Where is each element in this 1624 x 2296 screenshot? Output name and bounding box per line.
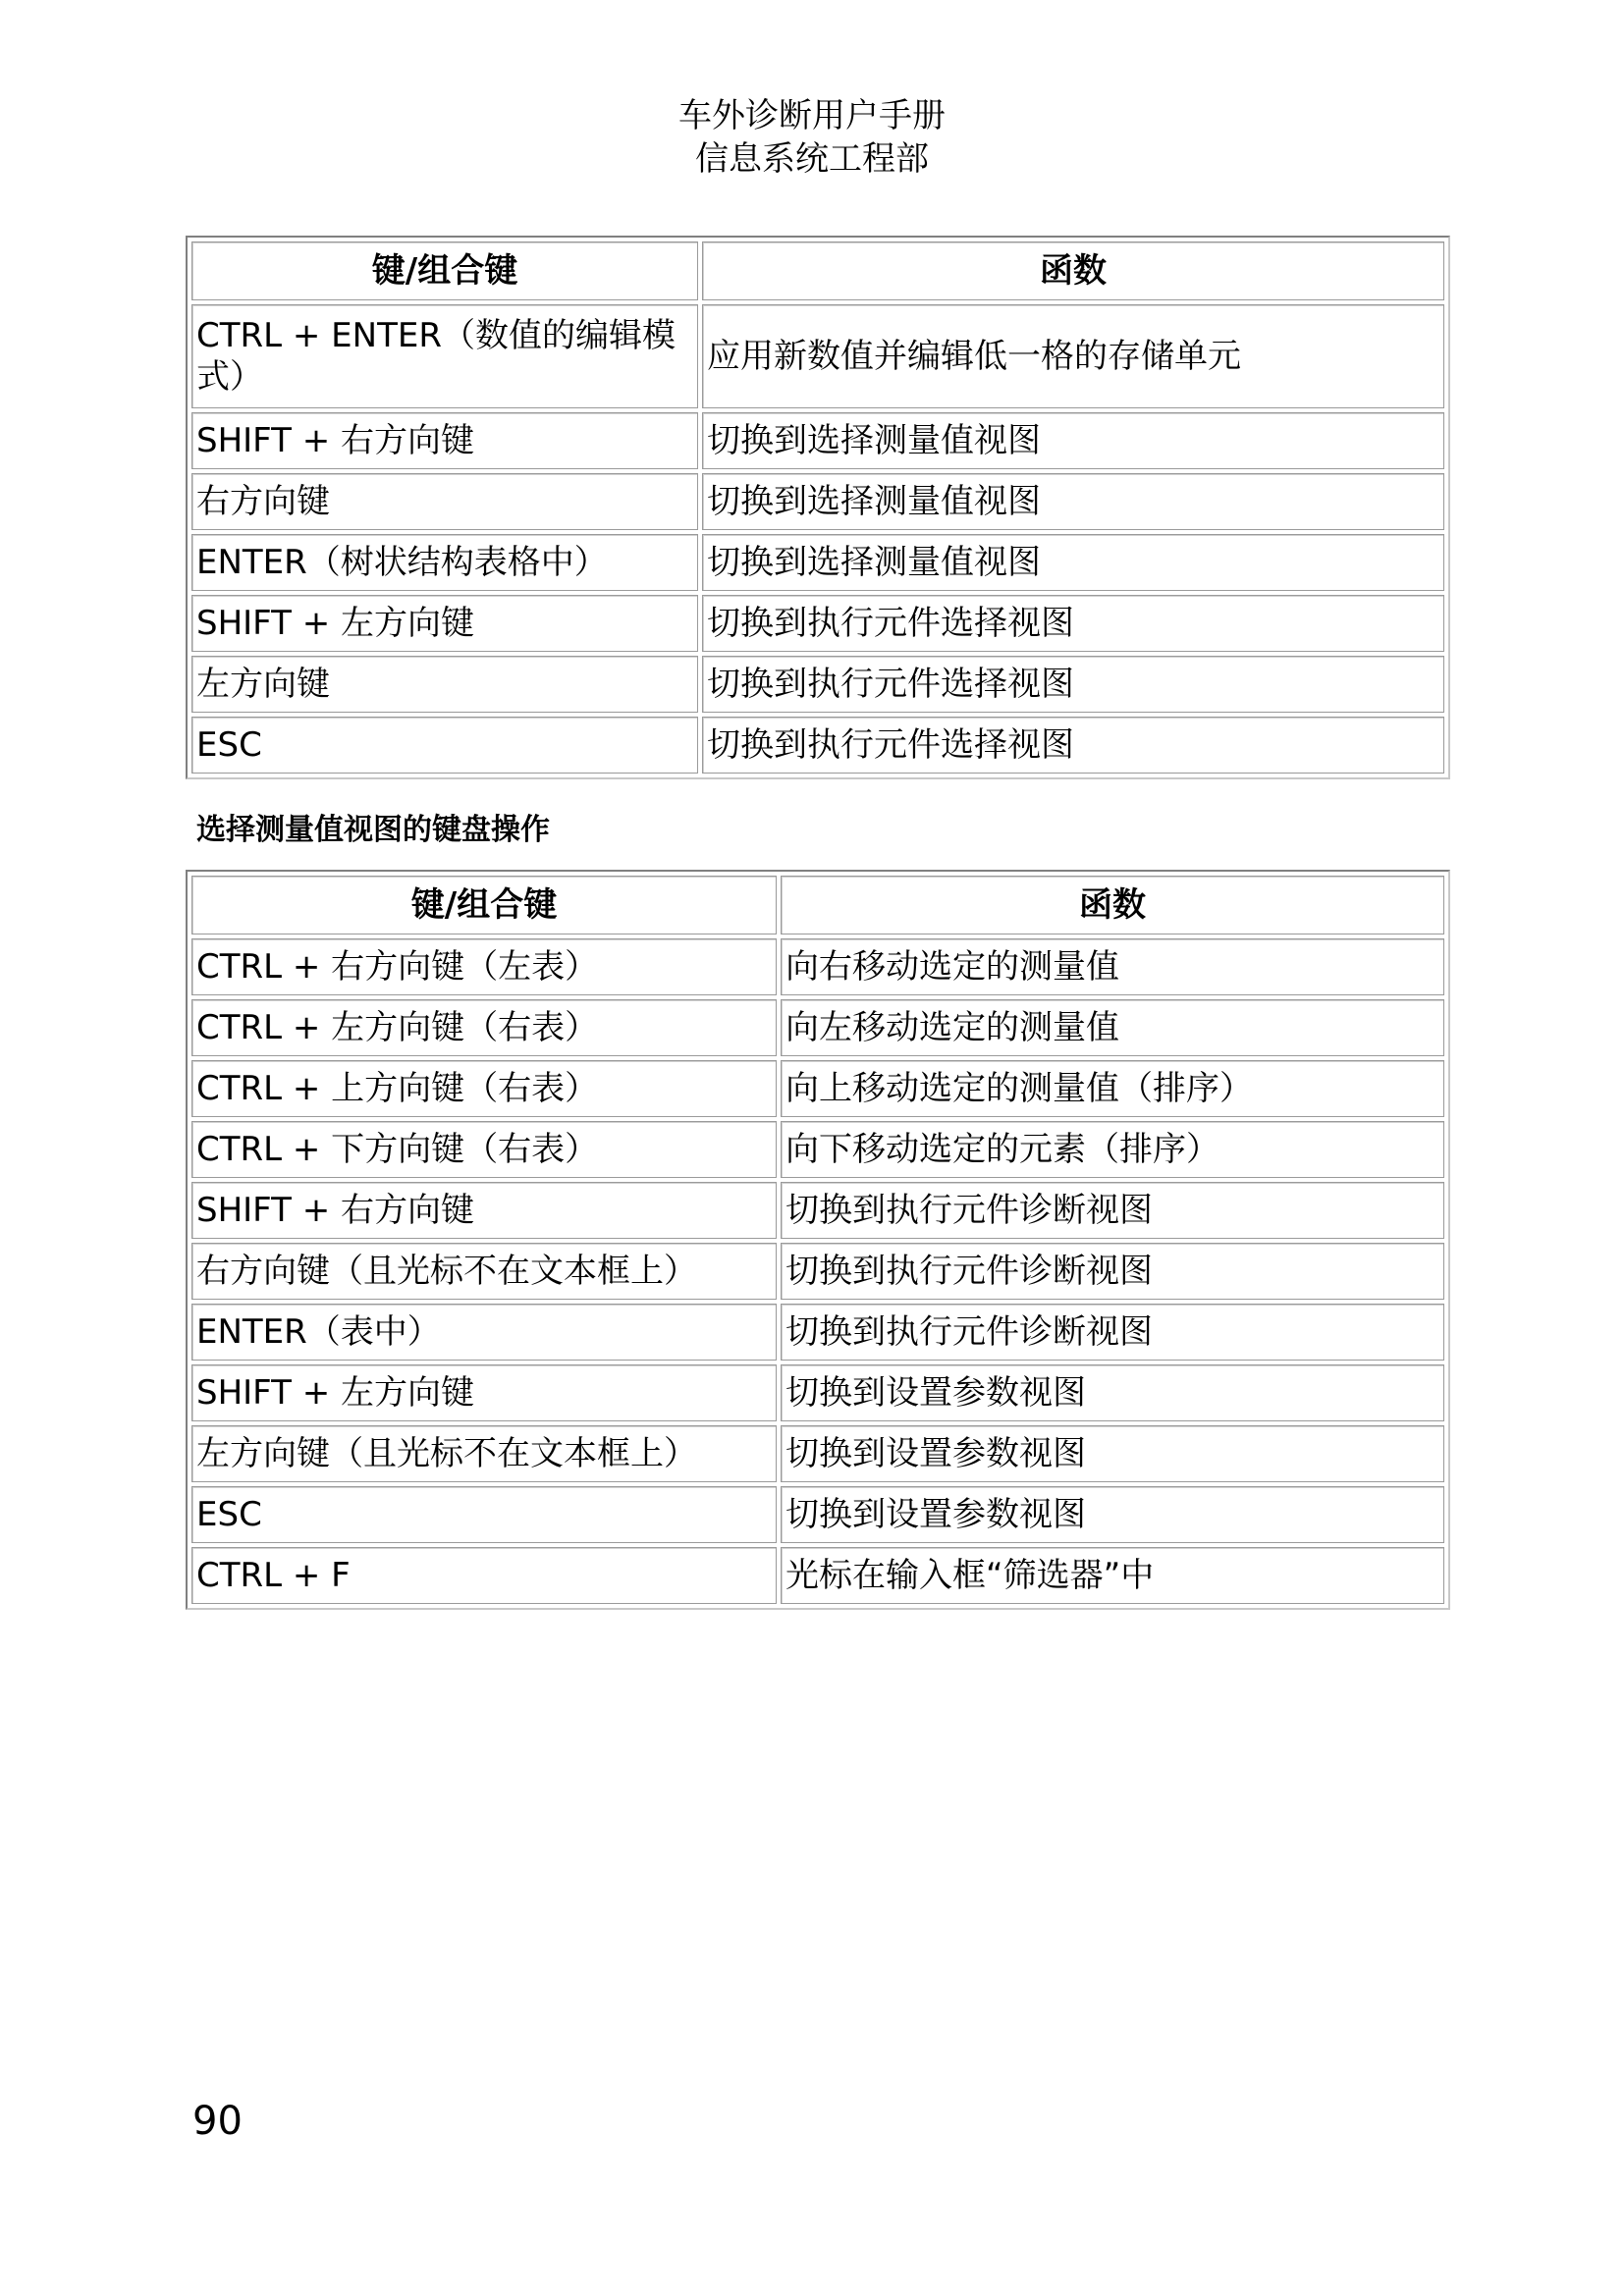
key-cell: CTRL + ENTER（数值的编辑模式） [191,304,698,408]
key-cell: CTRL + 左方向键（右表） [191,999,777,1056]
function-cell: 向左移动选定的测量值 [781,999,1444,1056]
function-cell: 光标在输入框“筛选器”中 [781,1547,1444,1604]
table-row [191,1425,1444,1482]
key-cell: SHIFT + 右方向键 [191,412,698,469]
table-row [191,1547,1444,1604]
key-cell: SHIFT + 左方向键 [191,595,698,652]
table-row [191,717,1444,774]
function-cell: 切换到设置参数视图 [781,1425,1444,1482]
column-header-function: 函数 [781,876,1444,934]
table-header-row [191,876,1444,934]
table-row [191,1364,1444,1421]
key-cell: ENTER（表中） [191,1304,777,1361]
function-cell: 向右移动选定的测量值 [781,938,1444,995]
key-cell: ESC [191,717,698,774]
key-cell: 左方向键 [191,656,698,713]
function-cell: 切换到执行元件诊断视图 [781,1243,1444,1300]
function-cell: 切换到执行元件诊断视图 [781,1182,1444,1239]
table-row [191,595,1444,652]
table-row [191,304,1444,408]
key-cell: SHIFT + 左方向键 [191,1364,777,1421]
table-row [191,1304,1444,1361]
function-cell: 切换到选择测量值视图 [702,473,1444,530]
table-row [191,1243,1444,1300]
table-row [191,1121,1444,1178]
function-cell: 应用新数值并编辑低一格的存储单元 [702,304,1444,408]
column-header-key: 键/组合键 [191,876,777,934]
key-cell: CTRL + 上方向键（右表） [191,1060,777,1117]
table-row [191,999,1444,1056]
shortcut-table-2 [186,870,1450,1610]
function-cell: 切换到设置参数视图 [781,1364,1444,1421]
function-cell: 切换到选择测量值视图 [702,412,1444,469]
document-header [0,94,1624,181]
table-row [191,1060,1444,1117]
page-number: 90 [192,2099,243,2144]
column-header-key: 键/组合键 [191,241,698,300]
key-cell: 右方向键 [191,473,698,530]
function-cell: 向上移动选定的测量值（排序） [781,1060,1444,1117]
table-row [191,938,1444,995]
function-cell: 切换到执行元件选择视图 [702,656,1444,713]
table-row [191,534,1444,591]
key-cell: 左方向键（且光标不在文本框上） [191,1425,777,1482]
table-row [191,1182,1444,1239]
key-cell: CTRL + F [191,1547,777,1604]
key-cell: SHIFT + 右方向键 [191,1182,777,1239]
key-cell: ENTER（树状结构表格中） [191,534,698,591]
table-row [191,1486,1444,1543]
header-department: 信息系统工程部 [695,139,929,179]
table-row [191,656,1444,713]
table-row [191,473,1444,530]
function-cell: 切换到执行元件诊断视图 [781,1304,1444,1361]
shortcut-table-1 [186,236,1450,779]
function-cell: 向下移动选定的元素（排序） [781,1121,1444,1178]
section-title: 选择测量值视图的键盘操作 [196,813,550,847]
header-title: 车外诊断用户手册 [678,96,946,135]
table-header-row [191,241,1444,300]
function-cell: 切换到选择测量值视图 [702,534,1444,591]
key-cell: ESC [191,1486,777,1543]
function-cell: 切换到设置参数视图 [781,1486,1444,1543]
key-cell: CTRL + 右方向键（左表） [191,938,777,995]
function-cell: 切换到执行元件选择视图 [702,717,1444,774]
function-cell: 切换到执行元件选择视图 [702,595,1444,652]
table-row [191,412,1444,469]
key-cell: CTRL + 下方向键（右表） [191,1121,777,1178]
key-cell: 右方向键（且光标不在文本框上） [191,1243,777,1300]
column-header-function: 函数 [702,241,1444,300]
